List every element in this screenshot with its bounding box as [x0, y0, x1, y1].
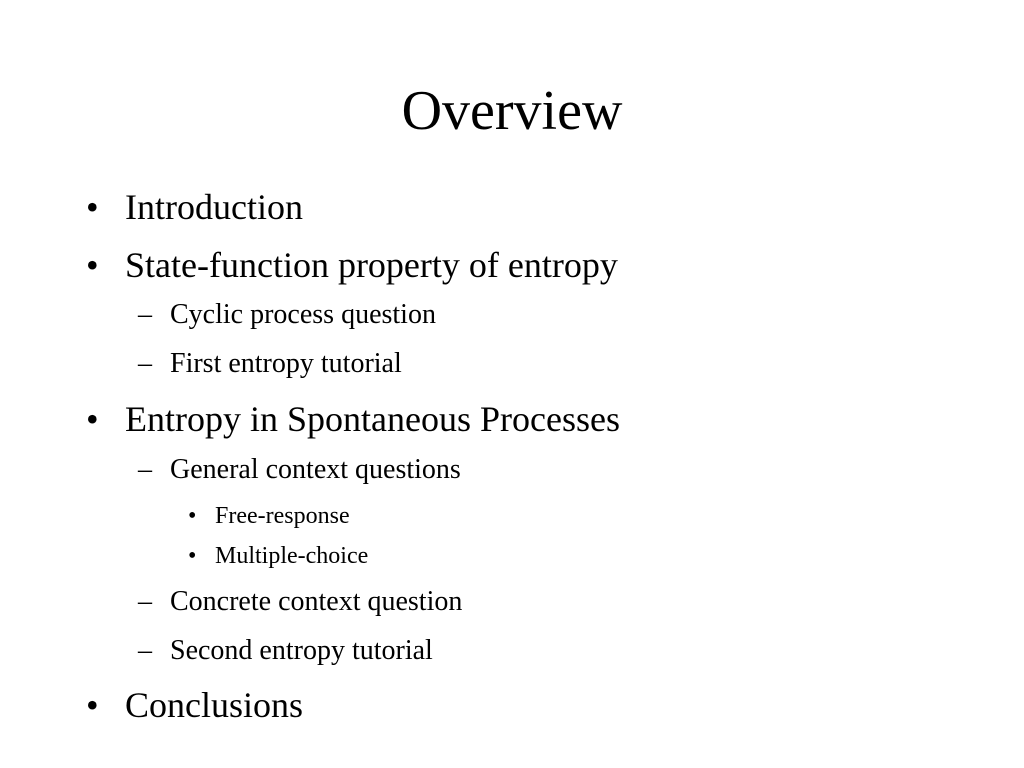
dash-marker: – — [138, 348, 152, 379]
outline-item-text: Second entropy tutorial — [170, 635, 433, 666]
outline-item-text: First entropy tutorial — [170, 348, 402, 379]
bullet-marker: • — [86, 245, 99, 285]
bullet-marker: • — [188, 503, 197, 529]
dash-marker: – — [138, 586, 152, 617]
outline-item-text: Multiple-choice — [215, 543, 369, 569]
outline-item-text: Entropy in Spontaneous Processes — [125, 399, 620, 439]
bullet-marker: • — [188, 543, 197, 569]
outline-item-text: State-function property of entropy — [125, 245, 618, 285]
outline-item-text: Concrete context question — [170, 586, 463, 617]
outline-item-text: Conclusions — [125, 685, 304, 725]
outline-item-text: Introduction — [125, 187, 303, 227]
dash-marker: – — [138, 299, 152, 330]
bullet-marker: • — [86, 187, 99, 227]
bullet-marker: • — [86, 399, 99, 439]
outline-item-text: General context questions — [170, 454, 461, 485]
dash-marker: – — [138, 454, 152, 485]
outline-item-text: Cyclic process question — [170, 299, 436, 330]
outline-item-text: Free-response — [215, 503, 350, 529]
bullet-marker: • — [86, 685, 99, 725]
slide-title: Overview — [401, 80, 623, 142]
dash-marker: – — [138, 635, 152, 666]
